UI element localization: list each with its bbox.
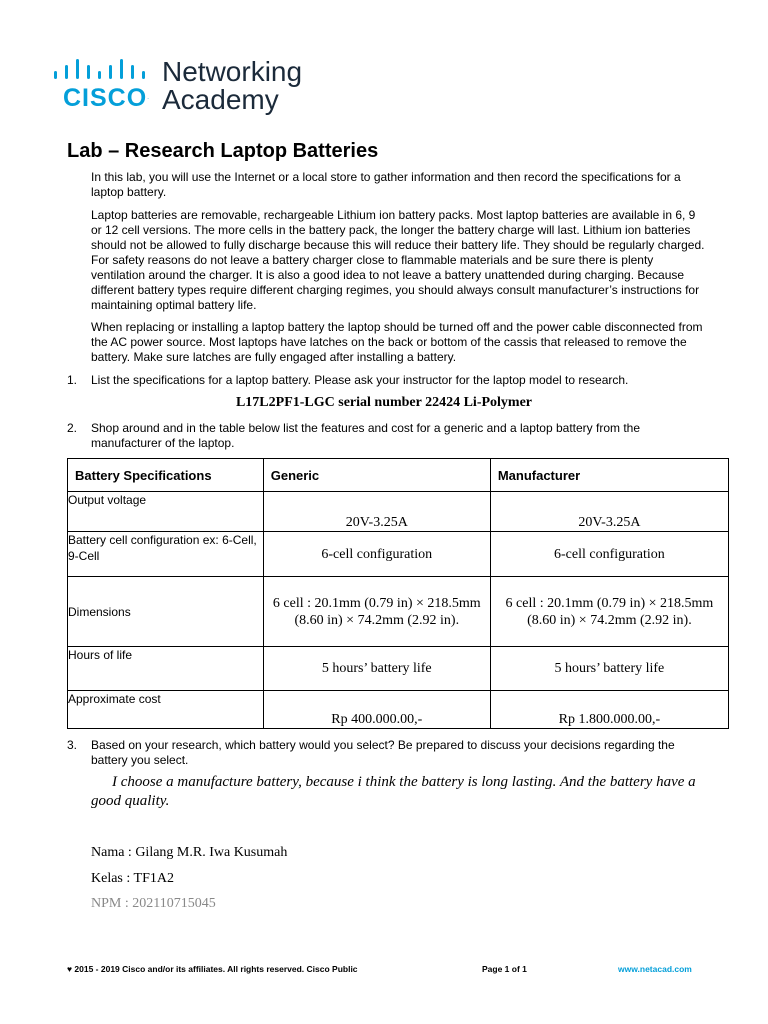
- row-label: Battery cell configuration ex: 6-Cell, 9-Cell: [68, 532, 264, 577]
- logo-academy-text: Academy: [162, 84, 279, 115]
- intro-paragraph: Laptop batteries are removable, rechargeable Lithium ion battery packs. Most laptop batteries are available in 6, 9 or 12 cell versions. The more cells in the battery pack, the longer the battery charge will last. Lithium ion batteries should not be allowed to fully discharge because this will reduce their battery life. They should be regularly charged. For safety reasons do not leave a battery charger close to flammable materials and be sure there is plenty ventilation around the charger. It is also a good idea to not leave a battery unattended during charging. Because different battery types require different charging regimes, you should always consult manufacturer’s instructions for maintaining optimal battery life.: [91, 208, 705, 312]
- table-row: [68, 647, 729, 691]
- intro-paragraph: When replacing or installing a laptop battery the laptop should be turned off and the power cable disconnected from the AC power source. Most laptops have latches on the back or bottom of the cassis that released to remove the battery. Make sure latches are fully engaged after installing a battery.: [91, 320, 703, 364]
- table-header: Manufacturer: [490, 459, 728, 492]
- table-row: [68, 532, 729, 577]
- footer-website-link[interactable]: www.netacad.com: [618, 964, 692, 974]
- logo-networking-text: Networking: [162, 56, 303, 87]
- student-name: Nama : Gilang M.R. Iwa Kusumah: [91, 845, 288, 860]
- step-number: 3.: [67, 738, 78, 752]
- manufacturer-cell: 20V-3.25A: [490, 492, 728, 532]
- student-class: Kelas : TF1A2: [91, 871, 174, 886]
- generic-cell: 6-cell configuration: [263, 532, 490, 577]
- table-row: [68, 492, 729, 532]
- student-answer: I choose a manufacture battery, because i think the battery is long lasting. And the battery have a good quality.: [91, 774, 696, 809]
- manufacturer-cell: 5 hours’ battery life: [490, 647, 728, 691]
- model-answer: L17L2PF1-LGC serial number 22424 Li-Polymer: [235, 395, 533, 410]
- table-header: Battery Specifications: [68, 459, 264, 492]
- table-row: [68, 577, 729, 647]
- table-row: [68, 691, 729, 729]
- manufacturer-cell: 6-cell configuration: [490, 532, 728, 577]
- intro-paragraph: In this lab, you will use the Internet or a local store to gather information and then record the specifications for a laptop battery.: [91, 170, 681, 199]
- cisco-logo-bars: [54, 59, 152, 81]
- student-npm: NPM : 202110715045: [91, 896, 216, 911]
- manufacturer-cell: 6 cell : 20.1mm (0.79 in) × 218.5mm (8.60 in) × 74.2mm (2.92 in).: [490, 577, 728, 647]
- manufacturer-cell: Rp 1.800.000.00,-: [490, 691, 728, 729]
- step-text: List the specifications for a laptop battery. Please ask your instructor for the laptop model to research.: [91, 373, 629, 387]
- row-label: Dimensions: [68, 577, 264, 647]
- step-text: Shop around and in the table below list the features and cost for a generic and a laptop battery from the manufacturer of the laptop.: [91, 421, 641, 450]
- step-number: 1.: [67, 373, 78, 387]
- generic-cell: 6 cell : 20.1mm (0.79 in) × 218.5mm (8.60 in) × 74.2mm (2.92 in).: [263, 577, 490, 647]
- step-text: Based on your research, which battery would you select? Be prepared to discuss your decisions regarding the battery you select.: [91, 738, 675, 767]
- page-title: Lab – Research Laptop Batteries: [67, 140, 379, 162]
- cisco-wordmark: CISCO.: [63, 84, 150, 112]
- generic-cell: 20V-3.25A: [263, 492, 490, 532]
- row-label: Hours of life: [68, 647, 264, 691]
- row-label: Approximate cost: [68, 691, 264, 729]
- generic-cell: 5 hours’ battery life: [263, 647, 490, 691]
- row-label: Output voltage: [68, 492, 264, 532]
- table-header: Generic: [263, 459, 490, 492]
- battery-spec-table: [67, 458, 729, 729]
- table-header-row: [68, 459, 729, 492]
- footer-page-number: Page 1 of 1: [482, 964, 527, 974]
- footer-copyright: ♥ 2015 - 2019 Cisco and/or its affiliates. All rights reserved. Cisco Public: [67, 964, 358, 974]
- step-number: 2.: [67, 421, 78, 435]
- generic-cell: Rp 400.000.00,-: [263, 691, 490, 729]
